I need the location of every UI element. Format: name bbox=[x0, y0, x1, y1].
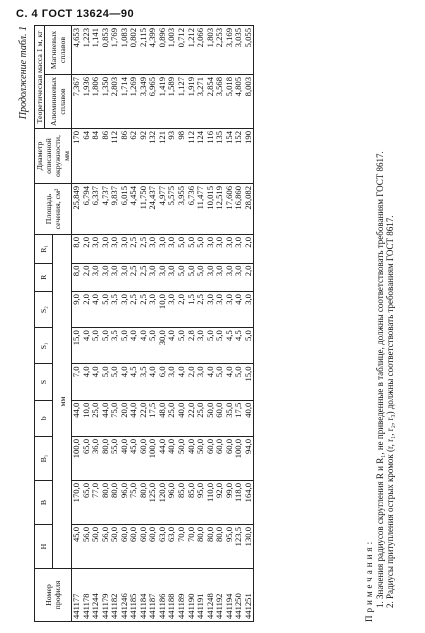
table-cell: 75,0 bbox=[110, 400, 120, 436]
table-cell: 5,0 bbox=[177, 328, 187, 364]
table-cell: 3,0 bbox=[206, 292, 216, 328]
table-cell: 60,0 bbox=[148, 524, 158, 568]
table-cell: 2,0 bbox=[82, 263, 92, 291]
table-cell: 3,0 bbox=[225, 234, 235, 263]
table-cell: 3,0 bbox=[120, 263, 130, 291]
profiles-table bbox=[34, 25, 254, 622]
table-cell: 3,0 bbox=[215, 292, 225, 328]
table-cell: 4,5 bbox=[129, 364, 139, 400]
col-s2-header: S₂ bbox=[35, 292, 53, 328]
table-cell: 8,0 bbox=[72, 234, 82, 263]
table-cell: 44,0 bbox=[158, 436, 168, 480]
table-cell: 5,0 bbox=[196, 234, 206, 263]
table-cell: 40,0 bbox=[167, 436, 177, 480]
table-cell: 3,0 bbox=[196, 328, 206, 364]
table-cell: 63,0 bbox=[167, 524, 177, 568]
table-cell: 40,0 bbox=[244, 400, 254, 436]
table-cell: 2,0 bbox=[187, 364, 197, 400]
table-cell: 2,803 bbox=[110, 75, 120, 129]
table-cell: 6,0 bbox=[158, 364, 168, 400]
table-cell: 3,0 bbox=[234, 263, 244, 291]
table-cell: 5,055 bbox=[244, 26, 254, 75]
table-cell: 70,0 bbox=[187, 524, 197, 568]
profile-number-cell: 441246 bbox=[120, 569, 130, 622]
table-cell: 12,519 bbox=[215, 183, 225, 234]
table-cell: 4,399 bbox=[148, 26, 158, 75]
table-cell: 25,849 bbox=[72, 183, 82, 234]
table-cell: 2,5 bbox=[129, 263, 139, 291]
table-cell: 3,0 bbox=[101, 234, 111, 263]
table-cell: 3,035 bbox=[234, 26, 244, 75]
table-cell: 70,0 bbox=[177, 524, 187, 568]
table-cell: 3,0 bbox=[167, 292, 177, 328]
table-cell: 50,0 bbox=[110, 524, 120, 568]
table-cell: 1,350 bbox=[101, 75, 111, 129]
col-r1-header: R₁ bbox=[35, 234, 53, 263]
table-cell: 3,0 bbox=[206, 234, 216, 263]
col-s1-header: S₁ bbox=[35, 328, 53, 364]
table-cell: 1,083 bbox=[120, 26, 130, 75]
profile-number-cell: 441191 bbox=[196, 569, 206, 622]
table-cell: 5,0 bbox=[215, 364, 225, 400]
table-cell: 3,0 bbox=[215, 263, 225, 291]
table-cell: 92,0 bbox=[215, 480, 225, 524]
table-cell: 95,0 bbox=[196, 480, 206, 524]
table-cell: 25,0 bbox=[167, 400, 177, 436]
table-cell: 1,419 bbox=[158, 75, 168, 129]
table-cell: 4,0 bbox=[120, 364, 130, 400]
table-cell: 3,0 bbox=[120, 292, 130, 328]
profile-number-cell: 441244 bbox=[91, 569, 101, 622]
table-cell: 80,0 bbox=[215, 524, 225, 568]
table-cell: 56,0 bbox=[101, 524, 111, 568]
table-cell: 1,919 bbox=[187, 75, 197, 129]
table-cell: 80,0 bbox=[139, 480, 149, 524]
table-cell: 0,896 bbox=[158, 26, 168, 75]
col-r-header: R bbox=[35, 263, 53, 291]
table-cell: 3,5 bbox=[110, 292, 120, 328]
table-cell: 100,0 bbox=[148, 436, 158, 480]
table-cell: 92 bbox=[139, 128, 149, 183]
table-cell: 16,860 bbox=[234, 183, 244, 234]
table-cell: 6,015 bbox=[120, 183, 130, 234]
table-cell: 4,0 bbox=[139, 328, 149, 364]
table-cell: 112 bbox=[110, 128, 120, 183]
table-cell: 2,0 bbox=[244, 263, 254, 291]
table-cell: 5,0 bbox=[101, 328, 111, 364]
table-cell: 7,0 bbox=[72, 364, 82, 400]
table-cell: 6,337 bbox=[91, 183, 101, 234]
table-cell: 2,5 bbox=[139, 234, 149, 263]
table-cell: 4,653 bbox=[72, 26, 82, 75]
table-cell: 94,0 bbox=[244, 436, 254, 480]
table-cell: 1,769 bbox=[110, 26, 120, 75]
table-cell: 2,0 bbox=[244, 234, 254, 263]
table-cell: 1,936 bbox=[82, 75, 92, 129]
table-cell: 3,169 bbox=[225, 26, 235, 75]
col-b-lower-header: b bbox=[35, 400, 53, 436]
table-cell: 118,0 bbox=[234, 480, 244, 524]
col-area-header: Площадь сечения, см² bbox=[35, 183, 72, 234]
table-cell: 4,5 bbox=[234, 328, 244, 364]
table-cell: 4,0 bbox=[177, 364, 187, 400]
col-profile-header: Номер профиля bbox=[35, 569, 72, 622]
profile-number-cell: 441251 bbox=[244, 569, 254, 622]
table-cell: 5,0 bbox=[187, 234, 197, 263]
table-cell: 75,0 bbox=[129, 480, 139, 524]
table-cell: 65,0 bbox=[82, 436, 92, 480]
table-cell: 3,0 bbox=[225, 292, 235, 328]
table-cell: 3,0 bbox=[167, 234, 177, 263]
table-cell: 5,0 bbox=[177, 263, 187, 291]
table-cell: 6,965 bbox=[148, 75, 158, 129]
col-h-header: H bbox=[35, 524, 53, 568]
table-cell: 5,0 bbox=[196, 263, 206, 291]
table-cell: 85,0 bbox=[187, 480, 197, 524]
table-cell: 124 bbox=[196, 128, 206, 183]
table-cell: 60,0 bbox=[139, 524, 149, 568]
note-2: 2. Радиусы притупления острых кромок (r, r₁, r₂, r₃) должны соответствовать требованиям ГОСТ 8617. bbox=[385, 215, 395, 608]
profile-number-cell: 441184 bbox=[139, 569, 149, 622]
table-cell: 0,853 bbox=[101, 26, 111, 75]
table-cell: 80,0 bbox=[196, 524, 206, 568]
table-cell: 11,477 bbox=[196, 183, 206, 234]
table-cell: 5,0 bbox=[110, 364, 120, 400]
table-cell: 3,5 bbox=[139, 364, 149, 400]
table-cell: 45,0 bbox=[129, 436, 139, 480]
col-diameter-header: Диаметр описанной окружности, мм bbox=[35, 128, 72, 183]
table-cell: 50,0 bbox=[91, 524, 101, 568]
table-cell: 60,0 bbox=[225, 436, 235, 480]
table-cell: 3,0 bbox=[234, 234, 244, 263]
table-cell: 3,955 bbox=[177, 183, 187, 234]
table-cell: 5,0 bbox=[91, 328, 101, 364]
table-cell: 80,0 bbox=[101, 436, 111, 480]
table-cell: 44,0 bbox=[129, 400, 139, 436]
table-cell: 1,803 bbox=[206, 26, 216, 75]
table-cell: 0,712 bbox=[177, 26, 187, 75]
table-cell: 135 bbox=[215, 128, 225, 183]
table-cell: 60,0 bbox=[206, 436, 216, 480]
table-cell: 60,0 bbox=[120, 524, 130, 568]
table-cell: 40,0 bbox=[177, 400, 187, 436]
table-cell: 3,0 bbox=[244, 292, 254, 328]
table-cell: 60,0 bbox=[129, 524, 139, 568]
table-cell: 1,141 bbox=[91, 26, 101, 75]
table-cell: 1,127 bbox=[177, 75, 187, 129]
col-b1-header: B₁ bbox=[35, 436, 53, 480]
table-cell: 4,0 bbox=[129, 328, 139, 364]
table-cell: 17,606 bbox=[225, 183, 235, 234]
table-cell: 1,003 bbox=[167, 26, 177, 75]
page-header: С. 4 ГОСТ 13624—90 bbox=[16, 8, 135, 20]
table-cell: 4,0 bbox=[91, 292, 101, 328]
table-cell: 10,0 bbox=[158, 292, 168, 328]
profile-number-cell: 441250 bbox=[234, 569, 244, 622]
table-cell: 5,0 bbox=[206, 328, 216, 364]
table-cell: 0,802 bbox=[129, 26, 139, 75]
table-cell: 93 bbox=[167, 128, 177, 183]
table-cell: 2,5 bbox=[196, 292, 206, 328]
table-cell: 2,0 bbox=[82, 292, 92, 328]
table-cell: 63,0 bbox=[158, 524, 168, 568]
table-cell: 5,0 bbox=[177, 234, 187, 263]
table-cell: 28,082 bbox=[244, 183, 254, 234]
table-cell: 5,018 bbox=[225, 75, 235, 129]
table-cell: 1,269 bbox=[129, 75, 139, 129]
rotated-table-sheet bbox=[18, 22, 420, 622]
table-cell: 170,0 bbox=[72, 480, 82, 524]
table-cell: 9,837 bbox=[110, 183, 120, 234]
col-mass-header: Теоретическая масса 1 м, кг bbox=[35, 26, 45, 129]
table-cell: 15,0 bbox=[244, 364, 254, 400]
profile-number-cell: 441189 bbox=[177, 569, 187, 622]
table-cell: 2,0 bbox=[82, 234, 92, 263]
table-cell: 25,0 bbox=[196, 400, 206, 436]
table-cell: 3,0 bbox=[167, 263, 177, 291]
table-cell: 6,794 bbox=[82, 183, 92, 234]
table-cell: 50,0 bbox=[196, 436, 206, 480]
table-cell: 62 bbox=[129, 128, 139, 183]
table-cell: 1,806 bbox=[91, 75, 101, 129]
table-cell: 110,0 bbox=[206, 480, 216, 524]
table-cell: 40,0 bbox=[120, 436, 130, 480]
table-cell: 11,750 bbox=[139, 183, 149, 234]
table-cell: 80,0 bbox=[206, 524, 216, 568]
table-cell: 4,0 bbox=[82, 364, 92, 400]
table-cell: 6,736 bbox=[187, 183, 197, 234]
table-cell: 3,0 bbox=[196, 364, 206, 400]
table-cell: 2,8 bbox=[187, 328, 197, 364]
table-cell: 130,0 bbox=[244, 524, 254, 568]
table-cell: 152 bbox=[234, 128, 244, 183]
table-cell: 9,0 bbox=[72, 292, 82, 328]
table-cell: 15,0 bbox=[72, 328, 82, 364]
table-cell: 5,0 bbox=[101, 364, 111, 400]
table-cell: 3,5 bbox=[110, 328, 120, 364]
table-cell: 17,5 bbox=[148, 400, 158, 436]
table-cell: 1,223 bbox=[82, 26, 92, 75]
profile-number-cell: 441177 bbox=[72, 569, 82, 622]
table-cell: 4,0 bbox=[91, 364, 101, 400]
table-cell: 100,0 bbox=[234, 436, 244, 480]
table-cell: 35,0 bbox=[225, 400, 235, 436]
table-cell: 1,589 bbox=[167, 75, 177, 129]
table-cell: 1,714 bbox=[120, 75, 130, 129]
table-cell: 121 bbox=[158, 128, 168, 183]
table-cell: 2,5 bbox=[129, 292, 139, 328]
table-cell: 112 bbox=[187, 128, 197, 183]
table-cell: 30,0 bbox=[158, 328, 168, 364]
table-cell: 170 bbox=[72, 128, 82, 183]
table-cell: 4,0 bbox=[82, 328, 92, 364]
table-cell: 5,0 bbox=[215, 328, 225, 364]
table-cell: 40,0 bbox=[187, 436, 197, 480]
table-cell: 3,0 bbox=[158, 263, 168, 291]
table-cell: 17,5 bbox=[234, 400, 244, 436]
table-cell: 190 bbox=[244, 128, 254, 183]
table-cell: 3,0 bbox=[167, 364, 177, 400]
table-cell: 95,0 bbox=[225, 524, 235, 568]
table-cell: 3,0 bbox=[110, 234, 120, 263]
continuation-label: Продолжение табл. 1 bbox=[18, 26, 29, 120]
table-cell: 65,0 bbox=[82, 480, 92, 524]
col-b-upper-header: B bbox=[35, 480, 53, 524]
profile-number-cell: 441182 bbox=[110, 569, 120, 622]
table-cell: 44,0 bbox=[101, 400, 111, 436]
table-cell: 98 bbox=[177, 128, 187, 183]
table-cell: 116 bbox=[206, 128, 216, 183]
table-cell: 22,0 bbox=[187, 400, 197, 436]
profile-number-cell: 441190 bbox=[187, 569, 197, 622]
table-cell: 7,367 bbox=[72, 75, 82, 129]
table-cell: 48,0 bbox=[158, 400, 168, 436]
table-cell: 5,0 bbox=[120, 328, 130, 364]
table-cell: 3,349 bbox=[139, 75, 149, 129]
table-cell: 44,0 bbox=[72, 400, 82, 436]
table-cell: 77,0 bbox=[91, 480, 101, 524]
col-s-header: S bbox=[35, 364, 53, 400]
table-cell: 2,0 bbox=[177, 292, 187, 328]
table-cell: 2,5 bbox=[139, 292, 149, 328]
table-cell: 3,0 bbox=[91, 234, 101, 263]
table-cell: 2,066 bbox=[196, 26, 206, 75]
table-cell: 100,0 bbox=[72, 436, 82, 480]
table-cell: 5,0 bbox=[187, 263, 197, 291]
table-cell: 64 bbox=[82, 128, 92, 183]
table-cell: 125,0 bbox=[148, 480, 158, 524]
table-cell: 3,0 bbox=[225, 263, 235, 291]
table-cell: 4,0 bbox=[234, 292, 244, 328]
profile-number-cell: 441185 bbox=[129, 569, 139, 622]
table-cell: 60,0 bbox=[215, 436, 225, 480]
profile-number-cell: 441194 bbox=[225, 569, 235, 622]
units-header: мм bbox=[53, 234, 72, 568]
table-cell: 3,0 bbox=[158, 234, 168, 263]
table-cell: 10,015 bbox=[206, 183, 216, 234]
table-cell: 60,0 bbox=[139, 436, 149, 480]
table-cell: 123,5 bbox=[234, 524, 244, 568]
table-cell: 60,0 bbox=[215, 400, 225, 436]
table-cell: 4,454 bbox=[129, 183, 139, 234]
table-cell: 1,5 bbox=[187, 292, 197, 328]
table-cell: 36,0 bbox=[91, 436, 101, 480]
table-cell: 154 bbox=[225, 128, 235, 183]
table-cell: 8,003 bbox=[244, 75, 254, 129]
table-cell: 3,271 bbox=[196, 75, 206, 129]
profile-number-cell: 441192 bbox=[215, 569, 225, 622]
table-cell: 99,0 bbox=[225, 480, 235, 524]
table-cell: 8,0 bbox=[72, 263, 82, 291]
profile-number-cell: 441188 bbox=[167, 569, 177, 622]
table-cell: 5,0 bbox=[234, 364, 244, 400]
table-cell: 45,0 bbox=[72, 524, 82, 568]
table-cell: 5,0 bbox=[101, 292, 111, 328]
table-cell: 4,5 bbox=[225, 328, 235, 364]
table-cell: 3,0 bbox=[148, 292, 158, 328]
table-cell: 25,0 bbox=[91, 400, 101, 436]
notes bbox=[364, 25, 396, 622]
table-cell: 3,0 bbox=[215, 234, 225, 263]
table-cell: 3,0 bbox=[120, 234, 130, 263]
table-cell: 55,0 bbox=[110, 436, 120, 480]
col-aluminium-header: Алюминиевых сплавов bbox=[45, 75, 72, 129]
table-cell: 96,0 bbox=[120, 480, 130, 524]
profile-number-cell: 441178 bbox=[82, 569, 92, 622]
table-cell: 86 bbox=[101, 128, 111, 183]
table-cell: 85,0 bbox=[177, 480, 187, 524]
table-cell: 2,5 bbox=[139, 263, 149, 291]
table-cell: 10,0 bbox=[82, 400, 92, 436]
table-cell: 3,0 bbox=[101, 263, 111, 291]
table-cell: 3,0 bbox=[206, 263, 216, 291]
table-cell: 2,253 bbox=[215, 26, 225, 75]
col-magnesium-header: Магниевых сплавов bbox=[45, 26, 72, 75]
profile-number-cell: 441248 bbox=[206, 569, 216, 622]
table-cell: 164,0 bbox=[244, 480, 254, 524]
table-cell: 5,0 bbox=[148, 328, 158, 364]
table-cell: 3,0 bbox=[148, 234, 158, 263]
table-cell: 2,854 bbox=[206, 75, 216, 129]
profile-number-cell: 441186 bbox=[158, 569, 168, 622]
note-1: 1. Значения радиусов скругления R и R₁, не приведенные в таблице, должны соответствовать требованиям ГОСТ 8617. bbox=[374, 151, 385, 608]
table-cell: 3,568 bbox=[215, 75, 225, 129]
table-cell: 4,0 bbox=[225, 364, 235, 400]
table-cell: 80,0 bbox=[101, 480, 111, 524]
table-cell: 50,0 bbox=[177, 436, 187, 480]
table-cell: 24,437 bbox=[148, 183, 158, 234]
profile-number-cell: 441187 bbox=[148, 569, 158, 622]
table-cell: 4,0 bbox=[148, 364, 158, 400]
table-cell: 80,0 bbox=[110, 480, 120, 524]
table-cell: 3,0 bbox=[91, 263, 101, 291]
table-row bbox=[244, 26, 254, 622]
table-cell: 84 bbox=[91, 128, 101, 183]
table-cell: 50,0 bbox=[206, 400, 216, 436]
table-cell: 5,0 bbox=[244, 328, 254, 364]
table-cell: 56,0 bbox=[82, 524, 92, 568]
table-cell: 2,5 bbox=[129, 234, 139, 263]
table-cell: 3,0 bbox=[110, 263, 120, 291]
table-cell: 96,0 bbox=[167, 480, 177, 524]
table-cell: 4,0 bbox=[167, 328, 177, 364]
table-cell: 120,0 bbox=[158, 480, 168, 524]
profile-number-cell: 441179 bbox=[101, 569, 111, 622]
table-cell: 132 bbox=[148, 128, 158, 183]
table-cell: 4,0 bbox=[206, 364, 216, 400]
table-cell: 20,0 bbox=[120, 400, 130, 436]
table-cell: 5,575 bbox=[167, 183, 177, 234]
table-cell: 2,115 bbox=[139, 26, 149, 75]
table-cell: 1,212 bbox=[187, 26, 197, 75]
notes-title: Примечания: bbox=[364, 538, 374, 622]
table-cell: 22,0 bbox=[139, 400, 149, 436]
table-cell: 4,737 bbox=[101, 183, 111, 234]
table-cell: 4,977 bbox=[158, 183, 168, 234]
table-cell: 4,805 bbox=[234, 75, 244, 129]
table-cell: 86 bbox=[120, 128, 130, 183]
table-cell: 3,0 bbox=[148, 263, 158, 291]
